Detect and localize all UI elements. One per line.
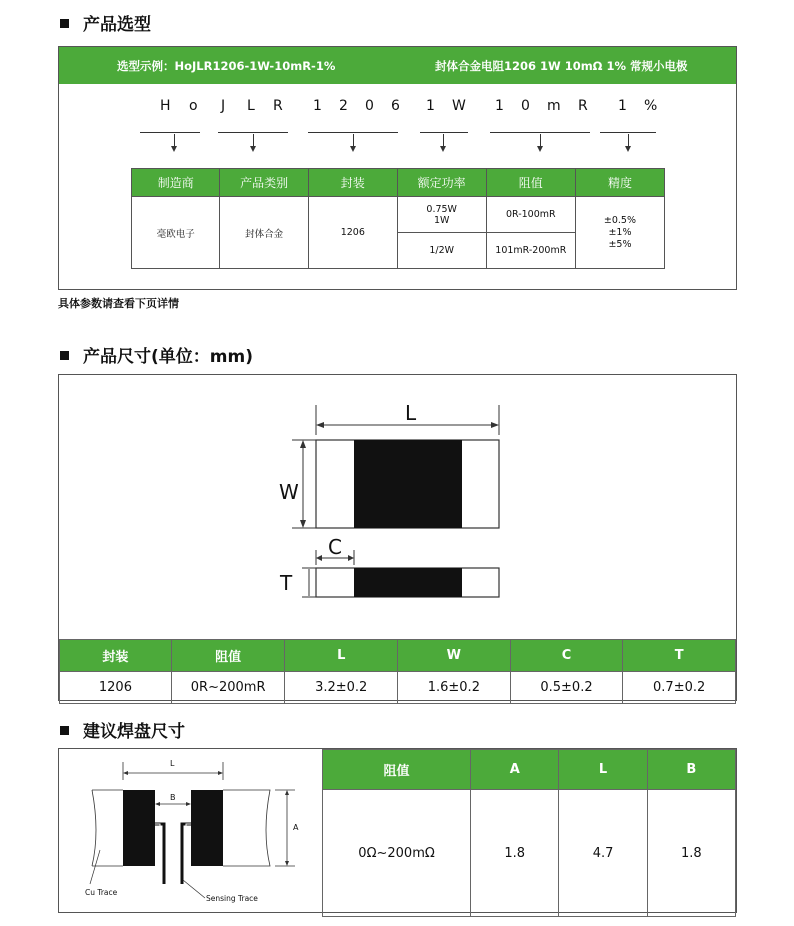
table-row [132, 197, 665, 233]
arrow-down-icon [537, 146, 543, 152]
code-char: H [160, 98, 171, 114]
arrow-down-icon [440, 146, 446, 152]
table-header-row [323, 750, 736, 790]
code-char: o [189, 98, 198, 114]
code-char: m [547, 98, 561, 114]
header-cell: 封装 [60, 640, 172, 672]
code-char: R [273, 98, 283, 114]
code-char: 1 [495, 98, 504, 114]
code-char: R [578, 98, 588, 114]
header-cell: 阻值 [486, 169, 575, 197]
code-char: W [452, 98, 466, 114]
table-row [60, 672, 736, 704]
selection-table [131, 168, 665, 269]
resistance-cell: 0R-100mR [486, 197, 575, 233]
cu-trace-label: Cu Trace [85, 888, 118, 897]
code-underline [218, 132, 288, 133]
power-cell: 0.75W 1W [397, 197, 486, 233]
code-underline [490, 132, 590, 133]
code-underline [140, 132, 200, 133]
manufacturer-cell: 毫欧电子 [132, 197, 220, 269]
pad-label-a: A [293, 823, 299, 832]
selection-example-bar [59, 47, 736, 84]
arrow-down-icon [174, 134, 175, 146]
category-cell: 封体合金 [220, 197, 308, 269]
code-char: L [247, 98, 255, 114]
tolerance-cell: ±0.5% ±1% ±5% [575, 197, 664, 269]
pad-table [322, 749, 736, 917]
code-underline [420, 132, 468, 133]
table-cell: 0R~200mR [171, 672, 285, 704]
pad-label-l: L [170, 759, 175, 768]
table-header-row [60, 640, 736, 672]
code-char: 2 [339, 98, 348, 114]
table-cell: 1.8 [647, 790, 735, 917]
resistor-dimension-diagram [270, 400, 520, 610]
pad-layout-diagram [60, 752, 322, 910]
header-cell: L [559, 750, 647, 790]
dim-label-c: C [328, 535, 342, 559]
dim-label-t: T [280, 571, 293, 595]
selection-section-title: 产品选型 [60, 10, 151, 35]
table-cell: 1206 [60, 672, 172, 704]
sensing-trace-label: Sensing Trace [206, 894, 258, 903]
table-cell: 0.7±0.2 [623, 672, 736, 704]
table-cell: 0.5±0.2 [510, 672, 623, 704]
header-cell: 制造商 [132, 169, 220, 197]
resistance-cell: 101mR-200mR [486, 233, 575, 269]
arrow-down-icon [250, 146, 256, 152]
arrow-down-icon [540, 134, 541, 146]
power-cell: 1/2W [397, 233, 486, 269]
arrow-down-icon [253, 134, 254, 146]
dim-label-w: W [279, 480, 299, 504]
dimensions-section-title: 产品尺寸(单位：mm) [60, 342, 253, 367]
code-underline [600, 132, 656, 133]
arrow-down-icon [353, 134, 354, 146]
arrow-down-icon [628, 134, 629, 146]
code-char: 0 [521, 98, 530, 114]
header-cell: 产品类别 [220, 169, 308, 197]
package-cell: 1206 [308, 197, 397, 269]
header-cell: 封装 [308, 169, 397, 197]
code-char: 0 [365, 98, 374, 114]
table-header-row [132, 169, 665, 197]
code-char: 1 [313, 98, 322, 114]
header-cell: W [398, 640, 511, 672]
arrow-down-icon [443, 134, 444, 146]
square-bullet-icon [60, 351, 69, 360]
arrow-down-icon [625, 146, 631, 152]
square-bullet-icon [60, 19, 69, 28]
dim-label-l: L [405, 401, 417, 425]
header-cell: B [647, 750, 735, 790]
header-cell: A [471, 750, 559, 790]
code-char: J [221, 98, 226, 114]
selection-note: 具体参数请查看下页详情 [58, 297, 179, 310]
selection-example-desc: 封体合金电阻1206 1W 10mΩ 1% 常规小电极 [435, 59, 688, 73]
pad-label-b: B [170, 793, 176, 802]
arrow-down-icon [350, 146, 356, 152]
header-cell: 阻值 [323, 750, 471, 790]
code-underline [308, 132, 398, 133]
code-char: 6 [391, 98, 400, 114]
table-cell: 3.2±0.2 [285, 672, 398, 704]
table-cell: 4.7 [559, 790, 647, 917]
arrow-down-icon [171, 146, 177, 152]
header-cell: C [510, 640, 623, 672]
dimensions-table [59, 639, 736, 704]
table-row [323, 790, 736, 917]
code-char: 1 [426, 98, 435, 114]
header-cell: 阻值 [171, 640, 285, 672]
header-cell: 精度 [575, 169, 664, 197]
code-char: 1 [618, 98, 627, 114]
square-bullet-icon [60, 726, 69, 735]
table-cell: 0Ω~200mΩ [323, 790, 471, 917]
header-cell: 额定功率 [397, 169, 486, 197]
header-cell: T [623, 640, 736, 672]
table-cell: 1.6±0.2 [398, 672, 511, 704]
table-cell: 1.8 [471, 790, 559, 917]
pad-section-title: 建议焊盘尺寸 [60, 717, 185, 742]
header-cell: L [285, 640, 398, 672]
code-char: % [644, 98, 658, 114]
selection-example-label: 选型示例：HoJLR1206-1W-10mR-1% [117, 59, 336, 73]
